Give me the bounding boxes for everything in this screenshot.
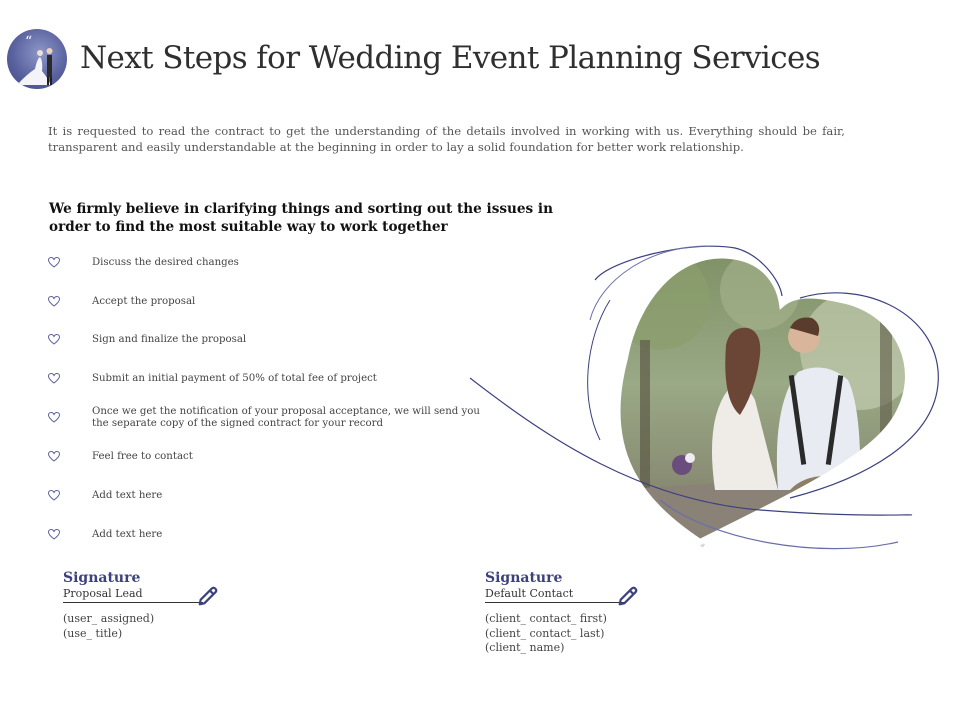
couple-icon xyxy=(7,29,67,89)
step-text: Submit an initial payment of 50% of total fee of project xyxy=(92,373,377,384)
logo-badge xyxy=(7,29,67,89)
heart-icon xyxy=(48,529,60,540)
list-item xyxy=(48,447,488,483)
signature-value: (client_ contact_ last) xyxy=(485,626,605,640)
step-text: Once we get the notification of your proposal acceptance, we will send you the separate copy of the signed contract for your record xyxy=(92,406,480,429)
list-item xyxy=(48,330,488,366)
svg-text:“: “ xyxy=(25,34,33,50)
page-title: Next Steps for Wedding Event Planning Services xyxy=(80,40,821,76)
signature-role: Proposal Lead xyxy=(63,587,143,600)
step-text: Sign and finalize the proposal xyxy=(92,334,247,345)
heart-icon xyxy=(48,373,60,384)
heart-icon xyxy=(48,490,60,501)
signature-value: (client_ contact_ first) xyxy=(485,612,607,625)
signature-value: (client_ name) xyxy=(485,641,565,654)
signature-heading: Signature xyxy=(485,570,563,586)
signature-line xyxy=(485,602,625,603)
list-item xyxy=(48,408,488,444)
pencil-icon[interactable] xyxy=(617,585,639,607)
signature-role: Default Contact xyxy=(485,587,574,600)
signature-values xyxy=(63,612,154,641)
step-text: Add text here xyxy=(92,529,163,540)
signature-value: (use_ title) xyxy=(63,626,123,640)
heart-icon xyxy=(48,296,60,307)
pencil-icon[interactable] xyxy=(197,585,219,607)
heart-icon xyxy=(48,257,60,268)
heart-icon xyxy=(48,451,60,462)
step-text: Feel free to contact xyxy=(92,451,193,462)
list-item xyxy=(48,292,488,328)
intro-paragraph: It is requested to read the contract to get the understanding of the details involved in working with us. Everything should be fair, transparent and easily understandable at the beginning in order to lay a solid foundation for better work relationship. xyxy=(48,124,845,154)
couple-photo xyxy=(460,240,960,560)
section-headline: We firmly believe in clarifying things and sorting out the issues in order to find the most suitable way to work together xyxy=(49,201,553,235)
signature-line xyxy=(63,602,203,603)
list-item xyxy=(48,525,488,561)
heart-icon xyxy=(48,334,60,345)
step-text: Accept the proposal xyxy=(92,296,196,307)
list-item xyxy=(48,253,488,289)
signature-value: (user_ assigned) xyxy=(63,612,155,625)
step-text: Add text here xyxy=(92,490,163,501)
list-item xyxy=(48,486,488,522)
step-text: Discuss the desired changes xyxy=(92,257,239,268)
signature-heading: Signature xyxy=(63,570,141,586)
heart-icon xyxy=(48,412,60,423)
list-item xyxy=(48,369,488,405)
signature-values xyxy=(485,612,607,656)
